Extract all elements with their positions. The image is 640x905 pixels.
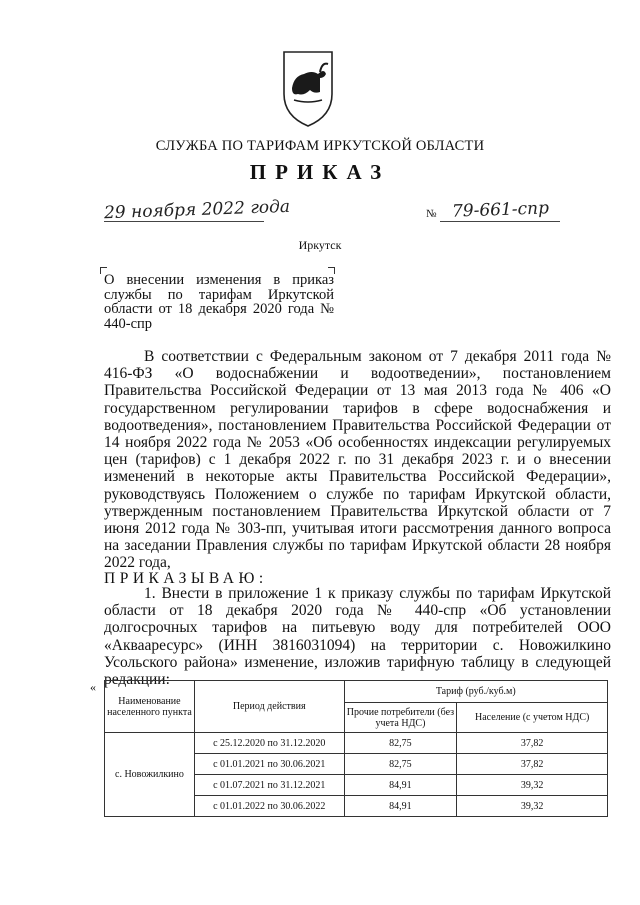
number-underline	[440, 221, 560, 222]
table-row	[105, 733, 608, 754]
population-tariff-cell: 37,82	[457, 754, 608, 775]
order-word: ПРИКАЗЫВАЮ:	[104, 570, 268, 587]
period-cell: с 01.01.2021 по 30.06.2021	[194, 754, 344, 775]
city: Иркутск	[298, 238, 342, 252]
header-period: Период действия	[194, 681, 344, 733]
other-tariff-cell: 84,91	[344, 775, 457, 796]
number-sign: №	[426, 208, 437, 220]
other-tariff-cell: 84,91	[344, 796, 457, 817]
population-tariff-cell: 39,32	[457, 775, 608, 796]
period-cell: с 25.12.2020 по 31.12.2020	[194, 733, 344, 754]
coat-of-arms-icon	[280, 48, 336, 128]
settlement-cell: с. Новожилкино	[105, 733, 195, 817]
population-tariff-cell: 39,32	[457, 796, 608, 817]
tariff-table	[104, 680, 608, 817]
other-tariff-cell: 82,75	[344, 754, 457, 775]
agency-name: СЛУЖБА ПО ТАРИФАМ ИРКУТСКОЙ ОБЛАСТИ	[155, 138, 485, 154]
handwritten-number: 79-661-спр	[451, 198, 550, 222]
handwritten-date: 29 ноября 2022 года	[103, 196, 291, 224]
document-type: ПРИКАЗ	[249, 160, 391, 184]
opening-quote-mark: «	[90, 680, 96, 694]
period-cell: с 01.01.2022 по 30.06.2022	[194, 796, 344, 817]
period-cell: с 01.07.2021 по 31.12.2021	[194, 775, 344, 796]
date-underline	[104, 221, 264, 222]
population-tariff-cell: 37,82	[457, 733, 608, 754]
clause-1-paragraph: 1. Внести в приложение 1 к приказу службы по тарифам Иркутской области от 18 декабря 2020 года № 440-спр «Об установлении долгосрочных тарифов на питьевую воду для потребителей ООО «Аквааресурс» (ИНН 3816031094) на территории с. Новожилкино Усольского района» изменение, изложив тарифную таблицу в следующей редакции:	[104, 585, 611, 689]
header-settlement: Наименование населенного пункта	[105, 681, 195, 733]
header-other-consumers: Прочие потребители (без учета НДС)	[344, 703, 457, 733]
other-tariff-cell: 82,75	[344, 733, 457, 754]
document-subject: О внесении изменения в приказ службы по тарифам Иркутской области от 18 декабря 2020 года № 440-спр	[104, 272, 334, 332]
preamble-paragraph: В соответствии с Федеральным законом от 7 декабря 2011 года № 416-ФЗ «О водоснабжении и водоотведении», постановлением Правительства Российской Федерации от 13 мая 2013 года № 406 «О государственном регулировании тарифов в сфере водоснабжения и водоотведения», постановлением Правительства Российской Федерации от 14 ноября 2022 года № 2053 «Об особенностях индексации регулируемых цен (тарифов) с 1 декабря 2022 г. по 31 декабря 2023 г. и о внесении изменений в некоторые акты Правительства Российской Федерации», руководствуясь Положением о службе по тарифам Иркутской области, утвержденным постановлением Правительства Иркутской области от 7 июня 2012 года № 303-пп, учитывая итоги рассмотрения данного вопроса на заседании Правления службы по тарифам Иркутской области 28 ноября 2022 года,	[104, 348, 611, 572]
header-population: Население (с учетом НДС)	[457, 703, 608, 733]
header-tariff: Тариф (руб./куб.м)	[344, 681, 607, 703]
